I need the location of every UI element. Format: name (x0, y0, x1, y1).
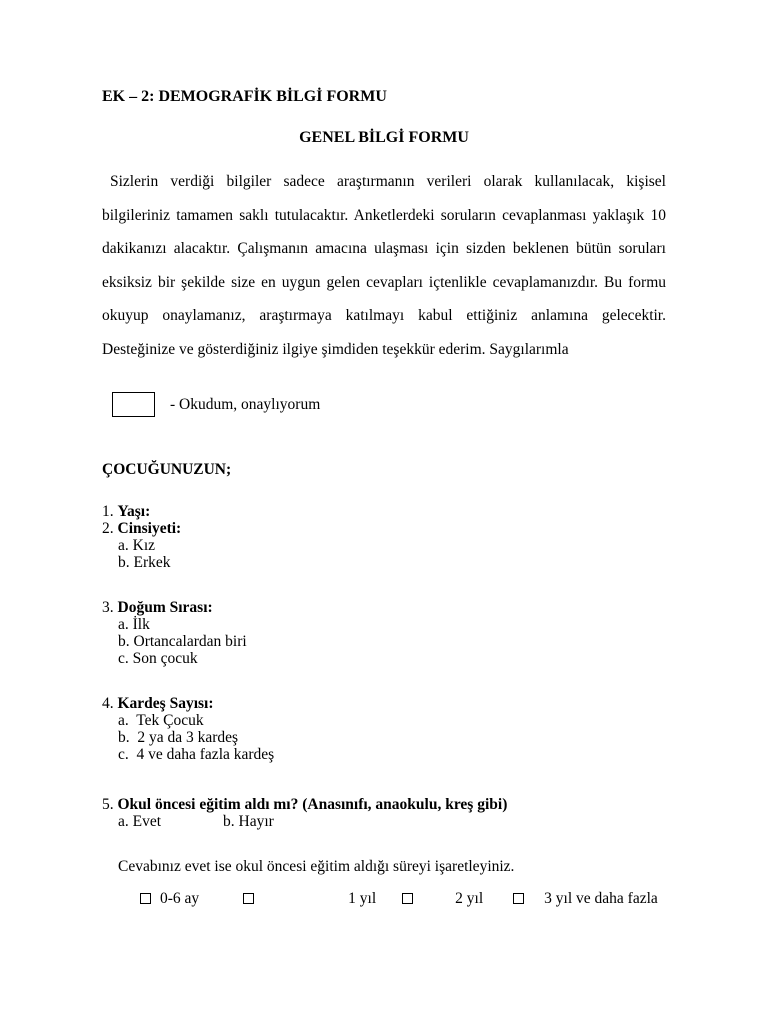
question-4-title: Kardeş Sayısı: (117, 695, 214, 712)
question-1-title: Yaşı: (117, 503, 151, 520)
duration-label-3-yil-ve-fazla: 3 yıl ve daha fazla (544, 890, 658, 907)
question-5-options (102, 813, 666, 830)
duration-checkbox-0-6-ay[interactable] (140, 893, 151, 904)
followup-instruction: Cevabınız evet ise okul öncesi eğitim aldığı süreyi işaretleyiniz. (118, 858, 515, 875)
document-heading: EK – 2: DEMOGRAFİK BİLGİ FORMU (102, 88, 387, 105)
duration-label-1-yil: 1 yıl (348, 890, 377, 907)
question-4 (102, 695, 666, 763)
question-5-option-evet: a. Evet (118, 813, 162, 830)
questions-list (102, 503, 666, 830)
question-3-option-b: b. Ortancalardan biri (118, 633, 247, 650)
question-4-option-b: b. 2 ya da 3 kardeş (118, 729, 239, 746)
question-5-label (102, 796, 666, 813)
intro-paragraph: Sizlerin verdiği bilgiler sadece araştırmanın verileri olarak kullanılacak, kişisel bilgileriniz tamamen saklı tutulacaktır. Anketlerdeki soruların cevaplanması yaklaşık 10 dakikanızı alacaktır. Çalışmanın amacına ulaşması için sizden beklenen bütün soruları eksiksiz bir şekilde size en uygun gelen cevapları içtenlikle cevaplamanızdır. Bu formu okuyup onaylamanız, araştırmaya katılmayı kabul ettiğiniz anlamına gelecektir. Desteğinize ve gösterdiğiniz ilgiye şimdiden teşekkür ederim. Saygılarımla (102, 173, 666, 358)
question-3-number: 3. (102, 599, 114, 616)
question-1-label (102, 503, 666, 520)
question-1 (102, 503, 666, 520)
question-4-label (102, 695, 666, 712)
question-3-option-c: c. Son çocuk (118, 650, 198, 667)
duration-checkbox-2-yil[interactable] (402, 893, 413, 904)
consent-label: - Okudum, onaylıyorum (170, 395, 321, 413)
question-4-option-a: a. Tek Çocuk (118, 712, 204, 729)
section-title: ÇOCUĞUNUZUN; (102, 461, 232, 478)
form-title: GENEL BİLGİ FORMU (299, 129, 469, 146)
question-1-number: 1. (102, 503, 114, 520)
question-2-title: Cinsiyeti: (117, 520, 182, 537)
question-2-label (102, 520, 666, 537)
question-5 (102, 796, 666, 830)
question-5-title: Okul öncesi eğitim aldı mı? (Anasınıfı, anaokulu, kreş gibi) (117, 796, 508, 813)
duration-label-0-6-ay: 0-6 ay (160, 890, 200, 907)
consent-checkbox[interactable] (112, 392, 155, 417)
duration-label-2-yil: 2 yıl (455, 890, 484, 907)
question-4-number: 4. (102, 695, 114, 712)
question-2-number: 2. (102, 520, 114, 537)
question-2 (102, 520, 666, 571)
duration-options-row (102, 890, 666, 907)
question-3-option-a: a. İlk (118, 616, 150, 633)
duration-checkbox-3-yil-ve-fazla[interactable] (513, 893, 524, 904)
duration-checkbox-1-yil[interactable] (243, 893, 254, 904)
question-3-title: Doğum Sırası: (117, 599, 213, 616)
question-5-number: 5. (102, 796, 114, 813)
question-3 (102, 599, 666, 667)
question-3-label (102, 599, 666, 616)
question-5-option-hayir: b. Hayır (223, 813, 274, 830)
question-2-option-b: b. Erkek (118, 554, 171, 571)
consent-row (112, 392, 666, 417)
question-2-option-a: a. Kız (118, 537, 156, 554)
question-4-option-c: c. 4 ve daha fazla kardeş (118, 746, 275, 763)
